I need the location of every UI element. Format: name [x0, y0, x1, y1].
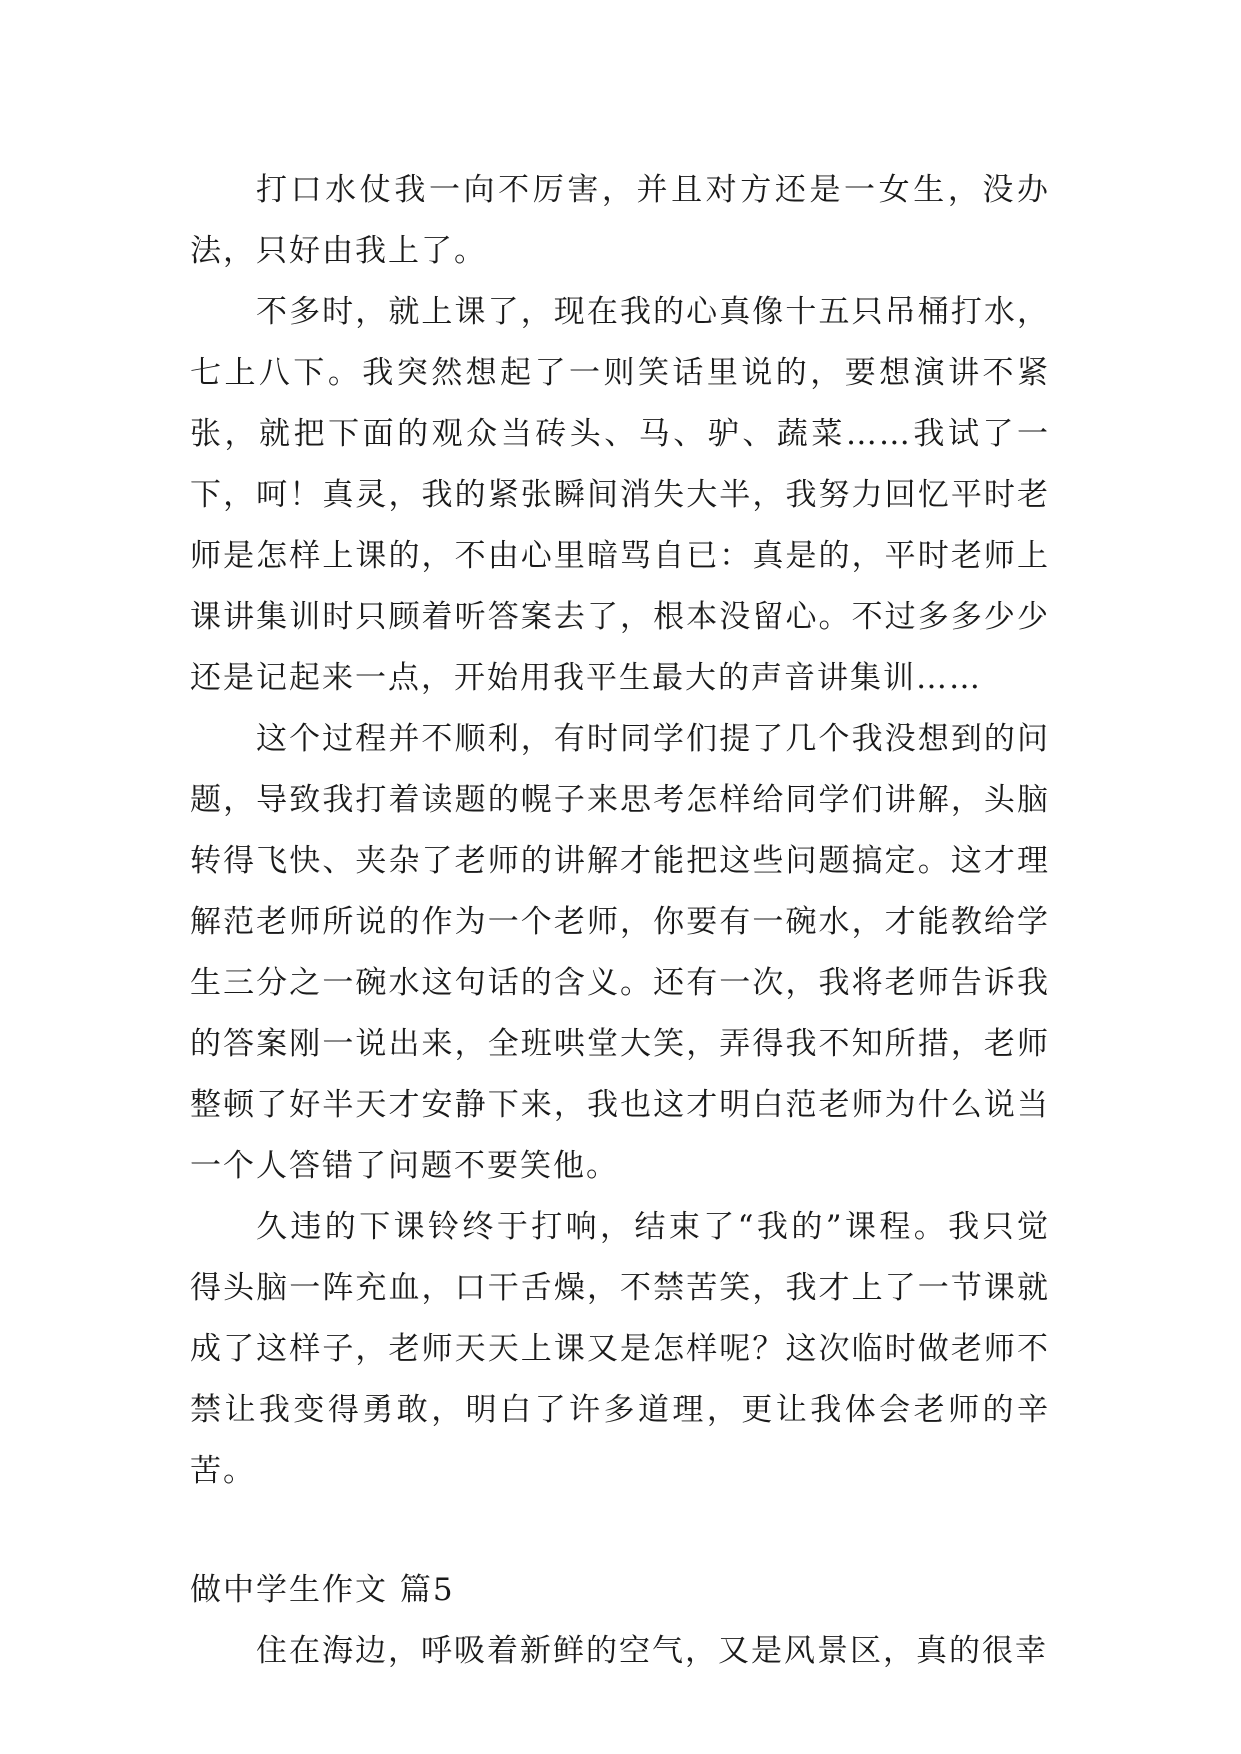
paragraph: 不多时，就上课了，现在我的心真像十五只吊桶打水，七上八下。我突然想起了一则笑话里说的，要想演讲不紧张，就把下面的观众当砖头、马、驴、蔬菜……我试了一下，呵！真灵，我的紧张瞬间消失大半，我努力回忆平时老师是怎样上课的，不由心里暗骂自已：真是的，平时老师上课讲集训时只顾着听答案去了，根本没留心。不过多多少少还是记起来一点，开始用我平生最大的声音讲集训……	[190, 294, 1050, 696]
section-heading: 做中学生作文 篇5	[190, 1572, 455, 1608]
paragraph: 打口水仗我一向不厉害，并且对方还是一女生，没办法，只好由我上了。	[190, 172, 1050, 269]
paragraph: 这个过程并不顺利，有时同学们提了几个我没想到的问题，导致我打着读题的幌子来思考怎样给同学们讲解，头脑转得飞快、夹杂了老师的讲解才能把这些问题搞定。这才理解范老师所说的作为一个老师，你要有一碗水，才能教给学生三分之一碗水这句话的含义。还有一次，我将老师告诉我的答案刚一说出来，全班哄堂大笑，弄得我不知所措，老师整顿了好半天才安静下来，我也这才明白范老师为什么说当一个人答错了问题不要笑他。	[190, 721, 1050, 1184]
paragraph: 久违的下课铃终于打响，结束了“我的”课程。我只觉得头脑一阵充血，口干舌燥，不禁苦笑，我才上了一节课就成了这样子，老师天天上课又是怎样呢？这次临时做老师不禁让我变得勇敢，明白了许多道理，更让我体会老师的辛苦。	[190, 1209, 1050, 1489]
paragraph: 住在海边，呼吸着新鲜的空气，又是风景区，真的很幸	[256, 1633, 1048, 1669]
document-page	[190, 160, 1050, 1682]
